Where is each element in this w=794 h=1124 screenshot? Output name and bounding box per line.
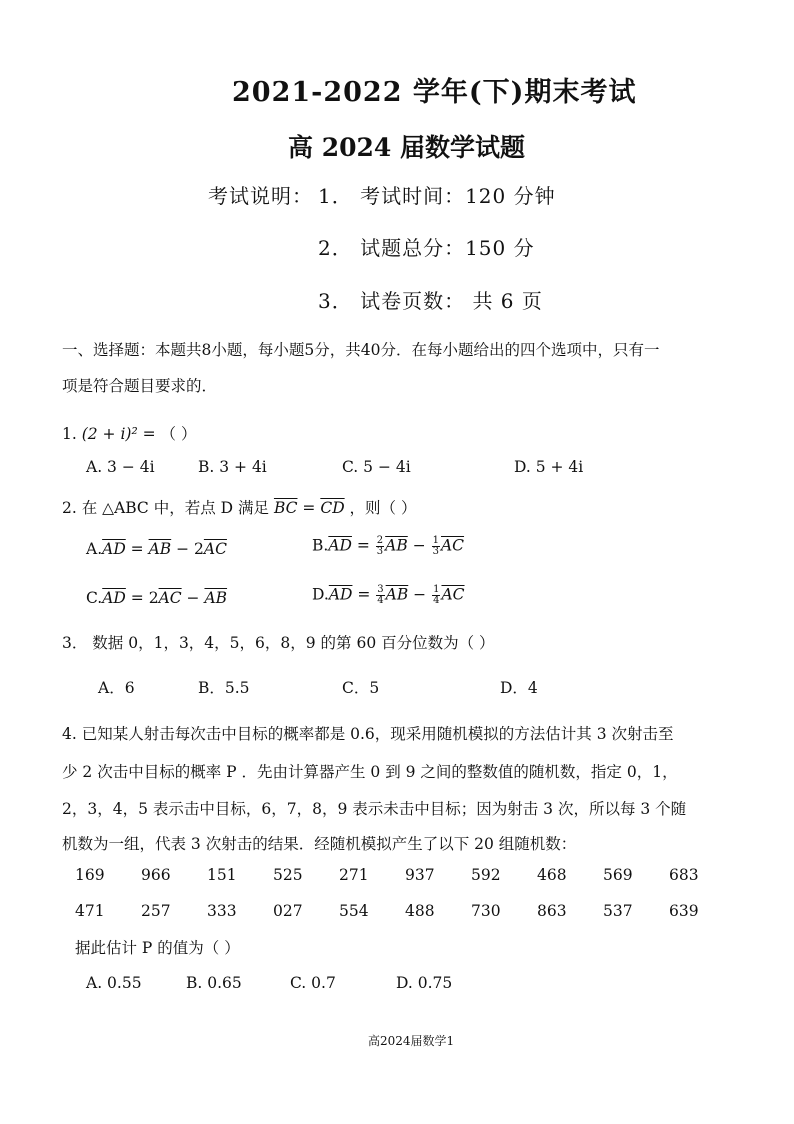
vector-ab: $\overline{AB}$ bbox=[385, 536, 408, 555]
equals-coef: = 2 bbox=[125, 589, 159, 607]
question-1-option-d: D. 5 + 4i bbox=[514, 458, 584, 476]
random-number: 592 bbox=[471, 866, 501, 884]
question-2-option-c bbox=[86, 589, 227, 607]
vector-ab: $\overline{AB}$ bbox=[385, 585, 409, 604]
fraction-one-quarter: $\frac{1}{4}$ bbox=[433, 584, 440, 606]
question-3-stem: 3． 数据 0，1，3，4，5，6，8，9 的第 60 百分位数为（ ） bbox=[62, 634, 495, 652]
random-number: 525 bbox=[273, 866, 303, 884]
random-number: 027 bbox=[273, 902, 303, 920]
option-label: B. bbox=[312, 536, 329, 555]
question-4-option-a: A. 0.55 bbox=[86, 974, 142, 992]
question-3-option-d: D．4 bbox=[500, 679, 538, 697]
question-1-number: 1. bbox=[62, 425, 82, 443]
vector-ad: $\overline{AD}$ bbox=[102, 589, 126, 607]
question-3-option-b: B．5.5 bbox=[198, 679, 250, 697]
question-4-option-d: D. 0.75 bbox=[396, 974, 453, 992]
minus-sign: − bbox=[181, 589, 205, 607]
question-4-line-3: 2，3，4，5 表示击中目标，6，7，8，9 表示未击中目标；因为射击 3 次，所以每 3 个随 bbox=[62, 800, 687, 818]
minus-sign: − bbox=[407, 536, 431, 555]
random-number: 730 bbox=[471, 902, 501, 920]
instruction-line-2: 2． 试题总分：150 分 bbox=[318, 236, 535, 260]
question-1-option-b: B. 3 + 4i bbox=[198, 458, 267, 476]
vector-ab: $\overline{AB}$ bbox=[204, 589, 228, 607]
vector-bc: $\overline{BC}$ bbox=[273, 499, 298, 517]
random-number: 863 bbox=[537, 902, 567, 920]
option-label: C. bbox=[86, 589, 103, 607]
question-2-stem bbox=[62, 496, 416, 518]
question-1-blank: （ ） bbox=[160, 425, 197, 443]
random-number: 966 bbox=[141, 866, 171, 884]
option-label: D. bbox=[312, 585, 329, 604]
equals-sign: = bbox=[352, 585, 376, 604]
question-3-option-a: A．6 bbox=[98, 679, 135, 697]
question-3-option-c: C．5 bbox=[342, 679, 380, 697]
vector-ab: $\overline{AB}$ bbox=[148, 540, 172, 558]
question-4-line-2: 少 2 次击中目标的概率 P ．先由计算器产生 0 到 9 之间的整数值的随机数，指定 0，1， bbox=[62, 763, 678, 781]
question-1-expression: (2 + i)² = bbox=[81, 425, 161, 443]
question-4-line-4: 机数为一组，代表 3 次射击的结果．经随机模拟产生了以下 20 组随机数： bbox=[62, 835, 577, 853]
random-number: 937 bbox=[405, 866, 435, 884]
page-footer: 高2024届数学1 bbox=[368, 1034, 455, 1048]
random-number: 471 bbox=[75, 902, 105, 920]
question-1-option-a: A. 3 − 4i bbox=[86, 458, 155, 476]
vector-ac: $\overline{AC}$ bbox=[440, 536, 465, 555]
random-number: 271 bbox=[339, 866, 369, 884]
vector-ad: $\overline{AD}$ bbox=[102, 540, 126, 558]
question-4-line-1: 4. 已知某人射击每次击中目标的概率都是 0.6，现采用随机模拟的方法估计其 3 次射击至 bbox=[62, 725, 674, 743]
random-number: 569 bbox=[603, 866, 633, 884]
fraction-three-quarters: $\frac{3}{4}$ bbox=[377, 584, 384, 606]
vector-ad: $\overline{AD}$ bbox=[328, 536, 352, 555]
random-number: 333 bbox=[207, 902, 237, 920]
question-2-option-a bbox=[86, 540, 227, 558]
instruction-line-1: 1． 考试时间：120 分钟 bbox=[318, 184, 556, 208]
option-label: A. bbox=[86, 540, 103, 558]
equals-sign: = bbox=[351, 536, 375, 555]
question-2-option-d bbox=[312, 585, 465, 606]
minus-coef: − 2 bbox=[171, 540, 204, 558]
section-heading-line-2: 项是符合题目要求的． bbox=[62, 377, 218, 395]
random-numbers-row-1 bbox=[75, 866, 735, 884]
question-2-blank: ，则（ ） bbox=[344, 499, 417, 517]
vector-ac: $\overline{AC}$ bbox=[158, 589, 182, 607]
random-number: 683 bbox=[669, 866, 699, 884]
question-4-option-b: B. 0.65 bbox=[186, 974, 242, 992]
question-4-ask: 据此估计 P 的值为（ ） bbox=[75, 939, 240, 957]
equals-sign: = bbox=[125, 540, 149, 558]
question-2-stem-text: 2. 在 △ABC 中，若点 D 满足 bbox=[62, 499, 274, 517]
minus-sign: − bbox=[408, 585, 432, 604]
fraction-two-thirds: $\frac{2}{3}$ bbox=[376, 535, 384, 557]
question-1-option-c: C. 5 − 4i bbox=[342, 458, 411, 476]
section-heading-line-1: 一、选择题：本题共8小题，每小题5分，共40分．在每小题给出的四个选项中，只有一 bbox=[62, 341, 660, 359]
instruction-line-3: 3． 试卷页数： 共 6 页 bbox=[318, 289, 543, 313]
random-number: 468 bbox=[537, 866, 567, 884]
random-number: 537 bbox=[603, 902, 633, 920]
random-number: 151 bbox=[207, 866, 237, 884]
question-1-stem bbox=[62, 422, 196, 444]
vector-ad: $\overline{AD}$ bbox=[328, 585, 353, 604]
random-number: 554 bbox=[339, 902, 369, 920]
random-number: 488 bbox=[405, 902, 435, 920]
vector-ac: $\overline{AC}$ bbox=[441, 585, 465, 604]
random-number: 257 bbox=[141, 902, 171, 920]
equals-sign: = bbox=[297, 499, 321, 517]
random-number: 639 bbox=[669, 902, 699, 920]
random-numbers-row-2 bbox=[75, 902, 735, 920]
vector-cd: $\overline{CD}$ bbox=[320, 499, 345, 517]
question-2-option-b bbox=[312, 536, 464, 557]
instructions-label: 考试说明： bbox=[208, 184, 313, 208]
fraction-one-third: $\frac{1}{3}$ bbox=[432, 535, 439, 557]
vector-ac: $\overline{AC}$ bbox=[203, 540, 227, 558]
exam-subtitle: 高 2024 届数学试题 bbox=[288, 133, 525, 162]
random-number: 169 bbox=[75, 866, 105, 884]
question-4-option-c: C. 0.7 bbox=[290, 974, 336, 992]
exam-title: 2021-2022 学年(下)期末考试 bbox=[232, 77, 637, 108]
